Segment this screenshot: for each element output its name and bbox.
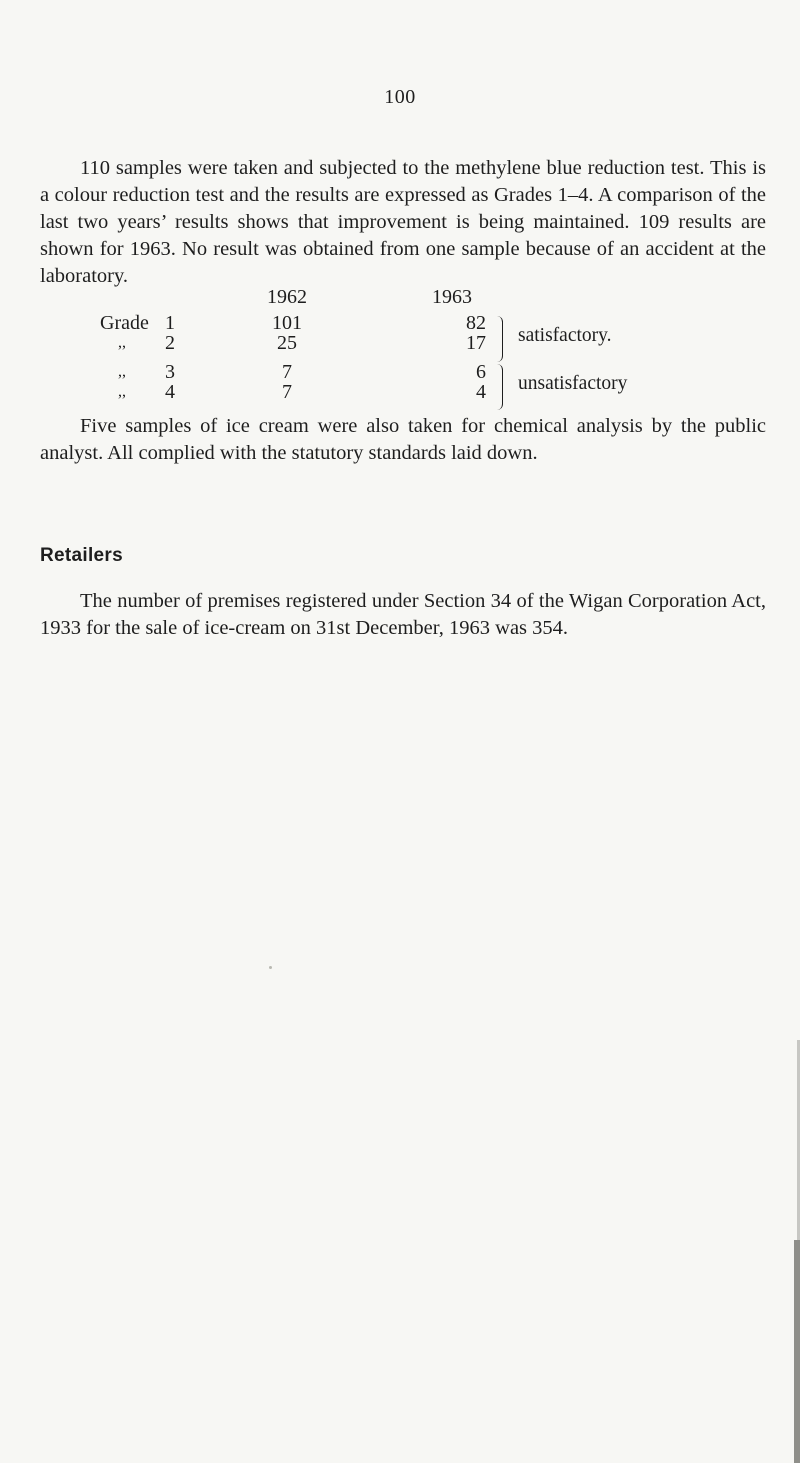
grade-number: 2 [165,332,175,354]
value-1963: 4 [476,381,486,403]
grade-number: 3 [165,361,175,383]
paragraph-retailers [40,588,766,642]
section-heading-retailers: Retailers [40,545,123,566]
value-1962: 7 [282,381,292,403]
value-1963: 82 [466,312,486,334]
paragraph-methylene-blue [40,155,766,290]
value-1962: 25 [277,332,297,354]
status-satisfactory: satisfactory. [518,325,612,346]
grade-number: 4 [165,381,175,403]
paragraph-ice-cream-analysis [40,413,766,467]
brace-unsatisfactory [492,364,503,410]
value-1963: 17 [466,332,486,354]
ditto-mark: ,, [118,334,126,351]
column-header-1963: 1963 [432,286,472,308]
grade-label: Grade [100,312,149,334]
page-edge-binding [794,1240,800,1463]
value-1962: 7 [282,361,292,383]
brace-satisfactory [492,316,503,362]
paragraph-retailers-text: The number of premises registered under Section 34 of the Wigan Corporation Act, 1933 for the sale of ice-cream on 31st December, 1963 was 354. [40,590,766,639]
paper-speck [269,966,272,969]
column-header-1962: 1962 [267,286,307,308]
value-1963: 6 [476,361,486,383]
ditto-mark: ,, [118,383,126,400]
page-number: 100 [384,86,416,108]
status-unsatisfactory: unsatisfactory [518,373,628,394]
grades-table [0,286,800,403]
paragraph-methylene-blue-text: 110 samples were taken and subjected to the methylene blue reduction test. This is a colour reduction test and the results are expressed as Grades 1–4. A comparison of the last two years’ results shows that improvement is being maintained. 109 results are shown for 1963. No result was obtained from one sample because of an accident at the laboratory. [40,157,766,287]
value-1962: 101 [272,312,302,334]
ditto-mark: ,, [118,363,126,380]
paragraph-ice-cream-analysis-text: Five samples of ice cream were also taken for chemical analysis by the public analyst. All complied with the statutory standards laid down. [40,415,766,464]
grade-number: 1 [165,312,175,334]
